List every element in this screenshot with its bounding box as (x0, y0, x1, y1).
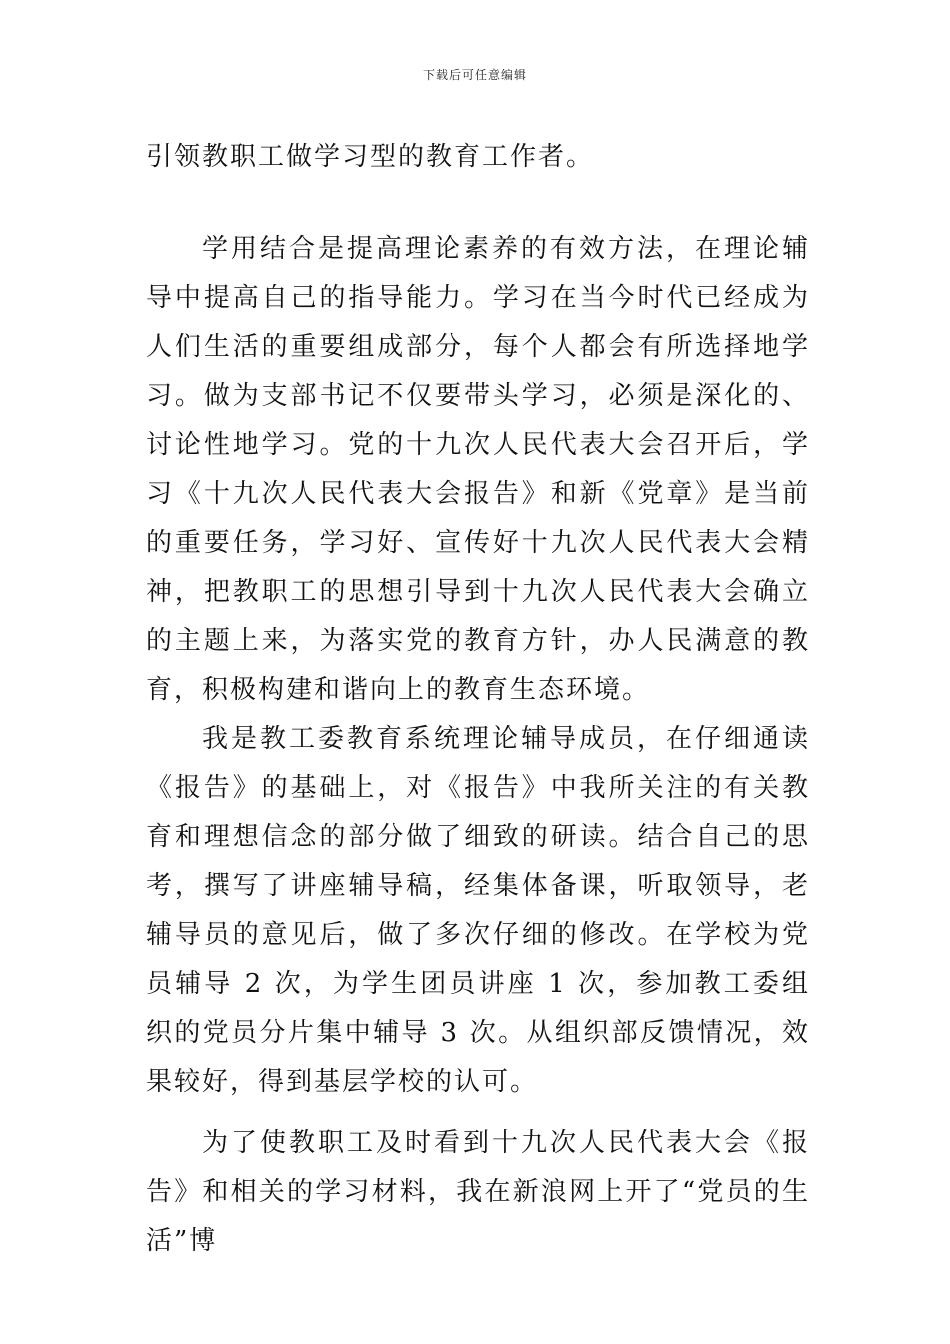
paragraph-continuation: 引领教职工做学习型的教育工作者。 (146, 142, 595, 172)
page-header-note: 下载后可任意编辑 (422, 68, 527, 82)
paragraph-study-application: 学用结合是提高理论素养的有效方法，在理论辅导中提高自己的指导能力。学习在当今时代已经成为人们生活的重要组成部分，每个人都会有所选择地学习。做为支部书记不仅要带头学习，必须是深化的、讨论性地学习。党的十九次人民代表大会召开后，学习《十九次人民代表大会报告》和新《党章》是当前的重要任务，学习好、宣传好十九次人民代表大会精神，把教职工的思想引导到十九次人民代表大会确立的主题上来，为落实党的教育方针，办人民满意的教育，积极构建和谐向上的教育生态环境。 (146, 234, 810, 705)
paragraph-blog-materials: 为了使教职工及时看到十九次人民代表大会《报告》和相关的学习材料，我在新浪网上开了“党员的生活”博 (146, 1128, 810, 1256)
paragraph-theory-tutoring: 我是教工委教育系统理论辅导成员，在仔细通读《报告》的基础上，对《报告》中我所关注的有关教育和理想信念的部分做了细致的研读。结合自己的思考，撰写了讲座辅导稿，经集体备课，听取领导，老辅导员的意见后，做了多次仔细的修改。在学校为党员辅导 2 次，为学生团员讲座 1 次，参加教工委组织的党员分片集中辅导 3 次。从组织部反馈情况，效果较好，得到基层学校的认可。 (146, 724, 810, 1097)
